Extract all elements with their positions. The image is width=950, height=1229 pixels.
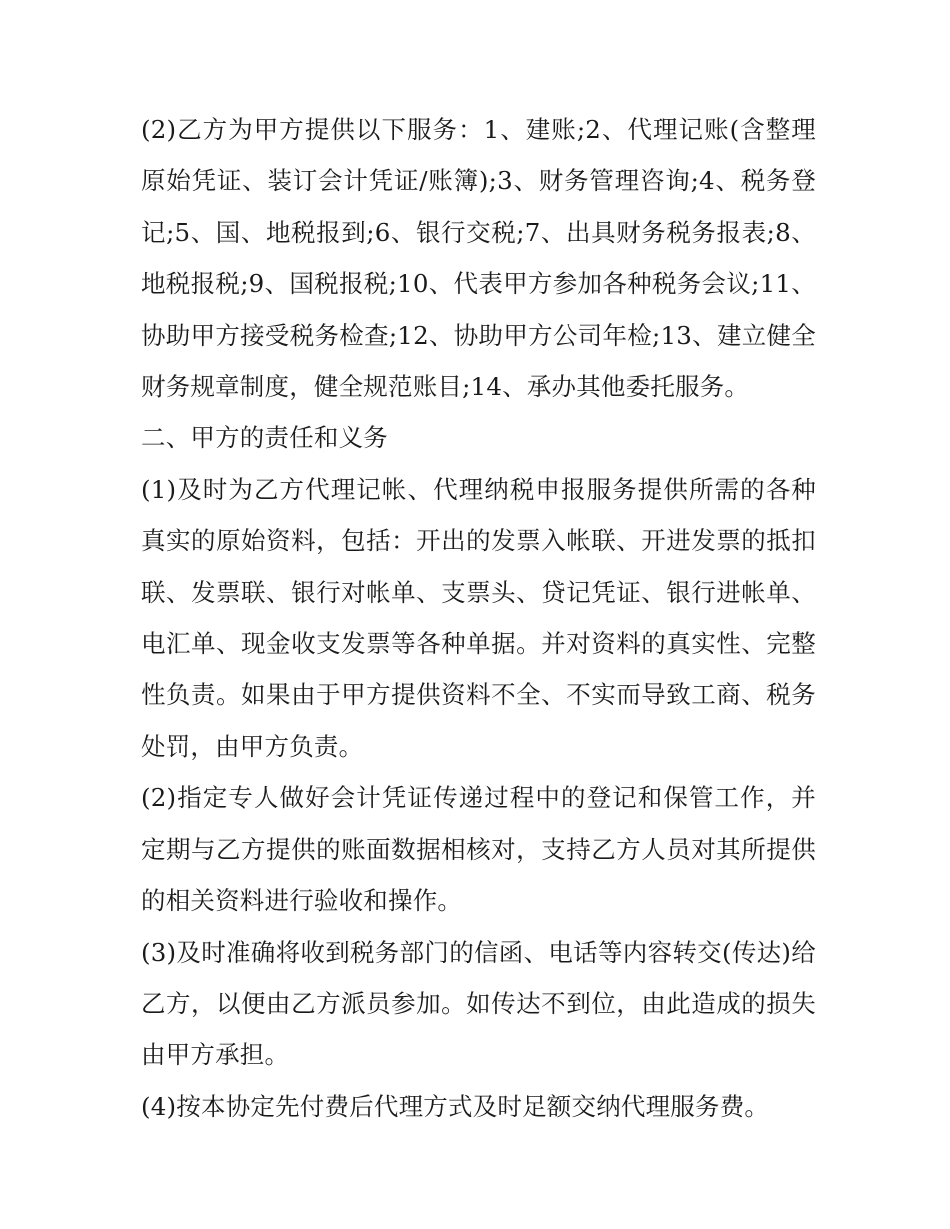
- section-heading-party-a-duties: 二、甲方的责任和义务: [141, 423, 388, 453]
- paragraph-duty-1: (1)及时为乙方代理记帐、代理纳税申报服务提供所需的各种真实的原始资料，包括：开出的发票入帐联、开进发票的抵扣联、发票联、银行对帐单、支票头、贷记凭证、银行进帐单、电汇单、现金收支发票等各种单据。并对资料的真实性、完整性负责。如果由于甲方提供资料不全、不实而导致工商、税务处罚，由甲方负责。: [141, 474, 816, 761]
- paragraph-services-list: (2)乙方为甲方提供以下服务：1、建账;2、代理记账(含整理原始凭证、装订会计凭证/账簿);3、财务管理咨询;4、税务登记;5、国、地税报到;6、银行交税;7、出具财务税务报表;8、地税报税;9、国税报税;10、代表甲方参加各种税务会议;11、协助甲方接受税务检查;12、协助甲方公司年检;13、建立健全财务规章制度，健全规范账目;14、承办其他委托服务。: [141, 115, 816, 402]
- document-body: [141, 104, 816, 1132]
- paragraph-duty-4: (4)按本协定先付费后代理方式及时足额交纳代理服务费。: [141, 1091, 770, 1121]
- paragraph-duty-2: (2)指定专人做好会计凭证传递过程中的登记和保管工作，并定期与乙方提供的账面数据相核对，支持乙方人员对其所提供的相关资料进行验收和操作。: [141, 783, 816, 916]
- paragraph-duty-3: (3)及时准确将收到税务部门的信函、电话等内容转交(传达)给乙方，以便由乙方派员参加。如传达不到位，由此造成的损失由甲方承担。: [141, 937, 816, 1070]
